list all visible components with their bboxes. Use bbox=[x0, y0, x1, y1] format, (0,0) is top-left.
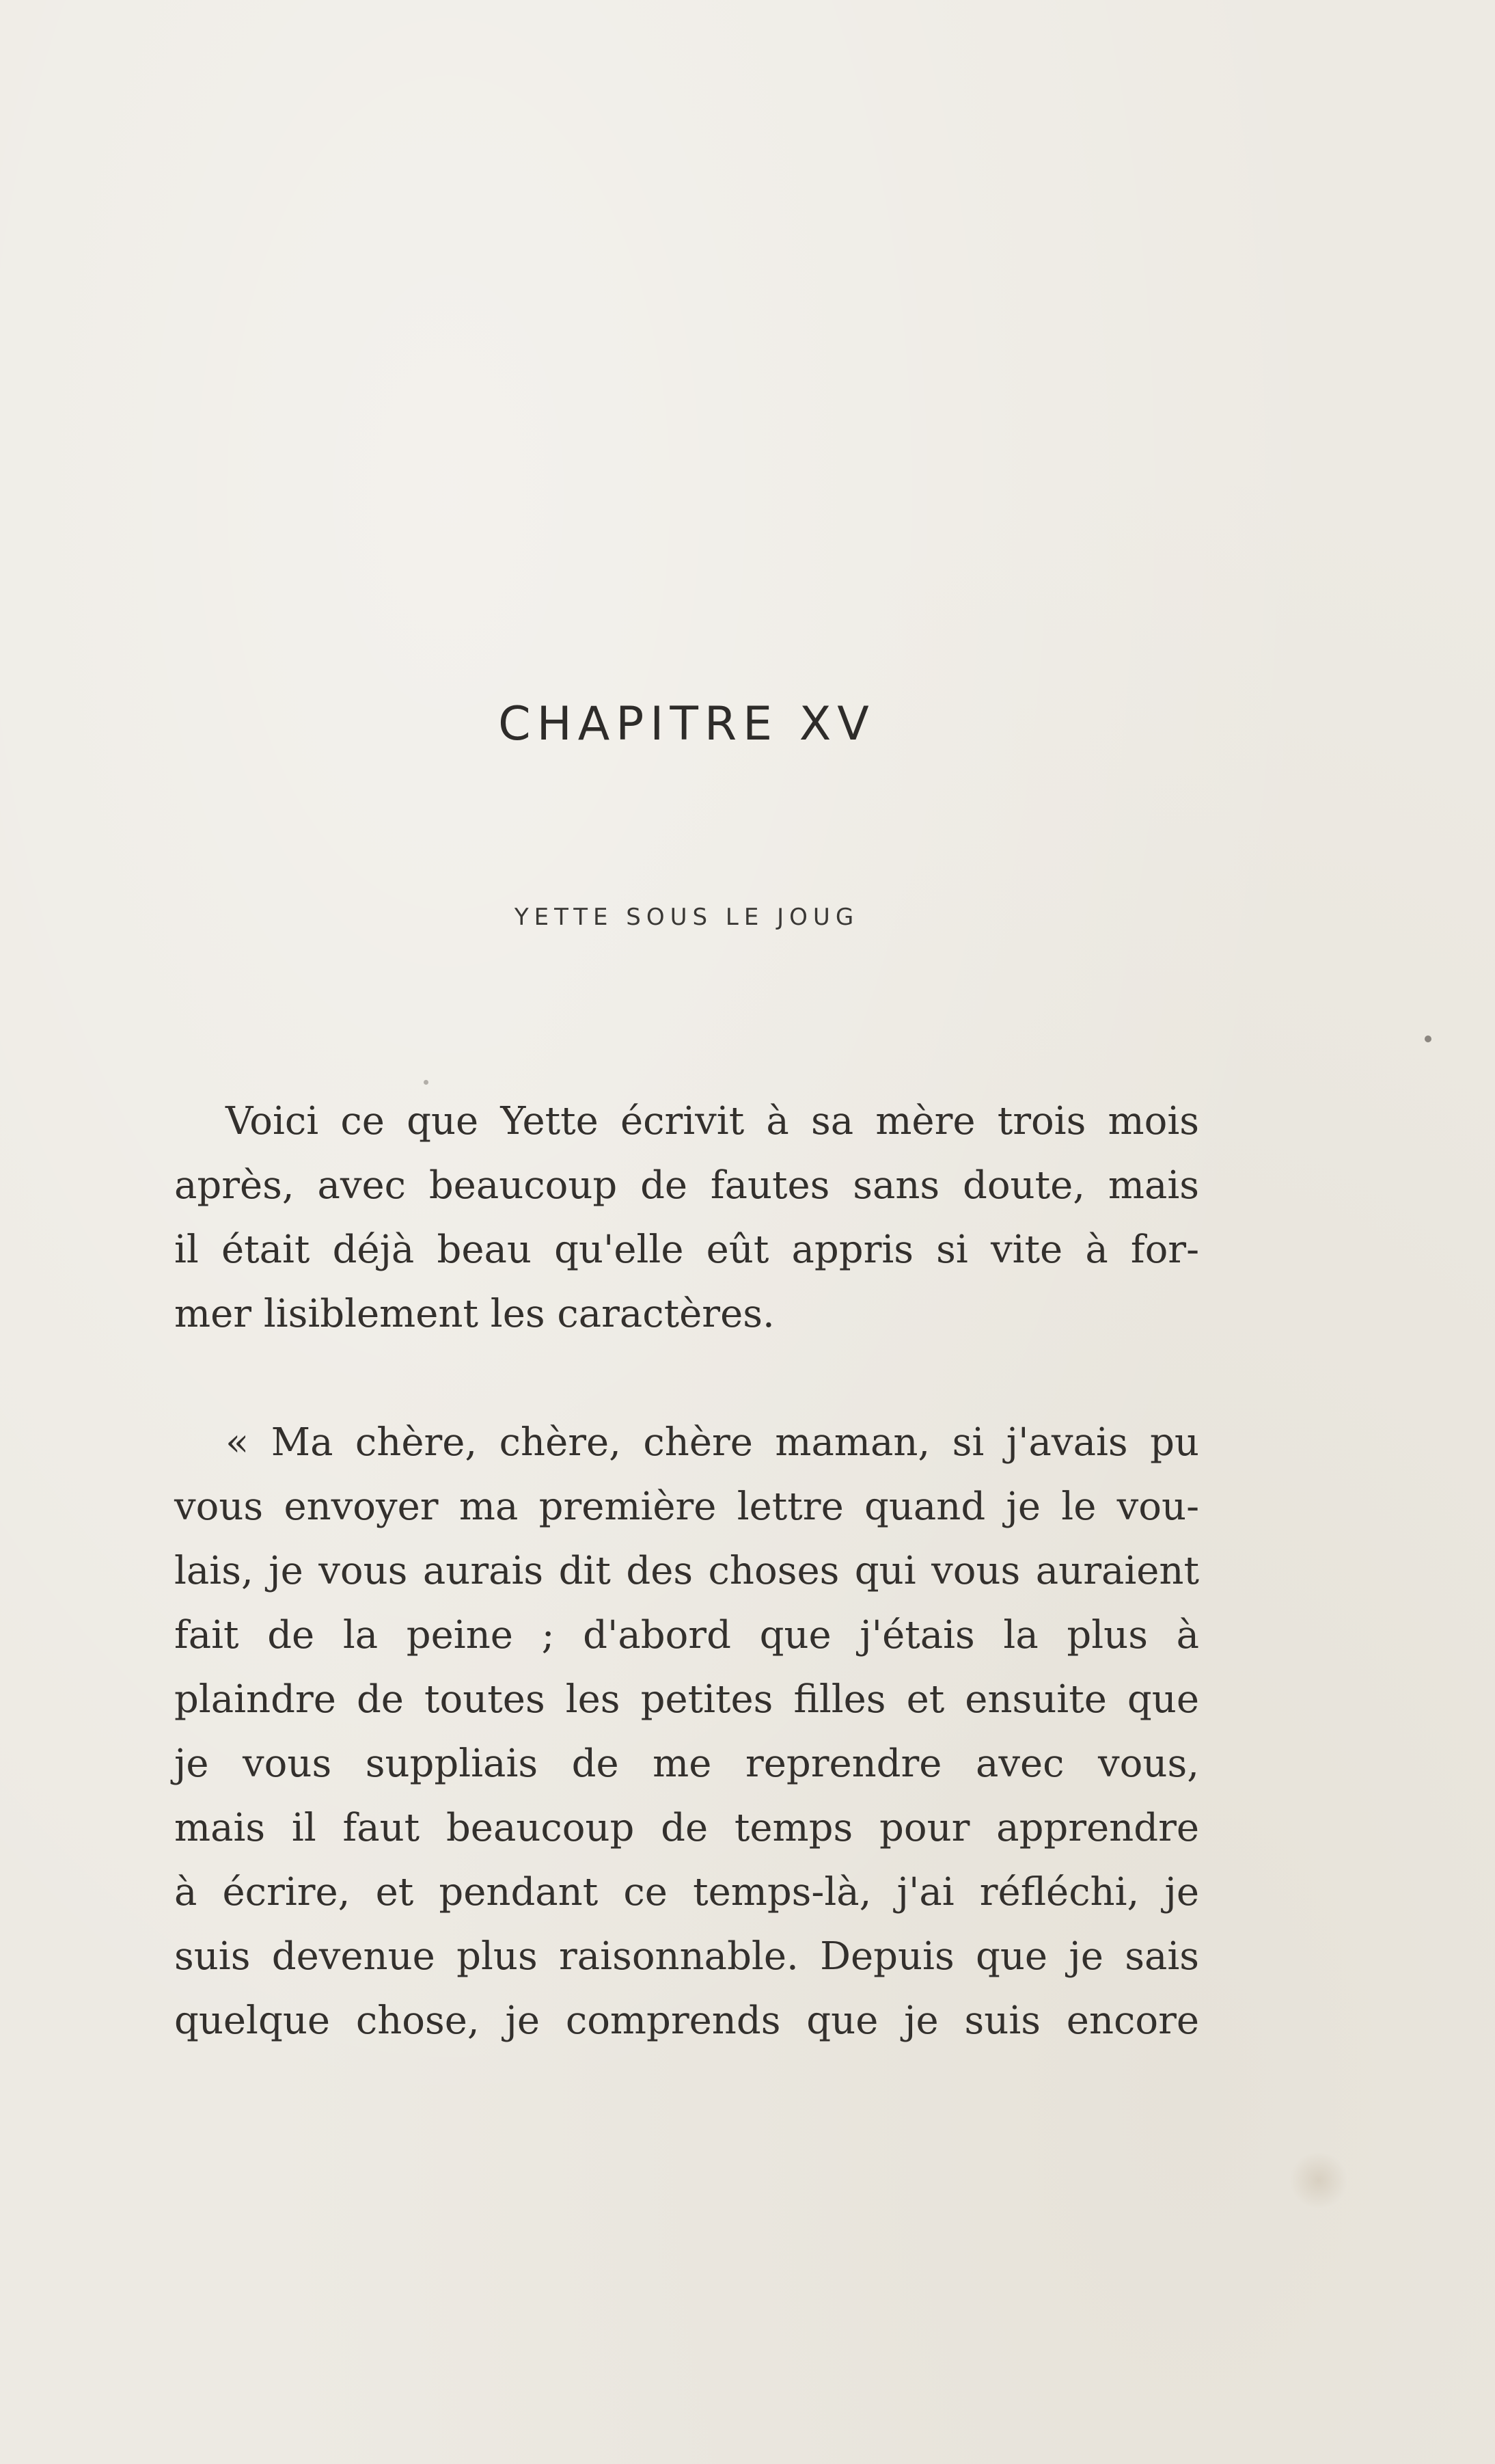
text-line: lais, je vous aurais dit des choses qui vous auraient bbox=[174, 1549, 1199, 1593]
paper-stain bbox=[1288, 2153, 1349, 2208]
text-line: mer lisiblement les caractères. bbox=[174, 1292, 775, 1336]
text-line: Voici ce que Yette écrivit à sa mère trois mois bbox=[225, 1099, 1199, 1143]
text-line: vous envoyer ma première lettre quand je le vou- bbox=[174, 1485, 1199, 1529]
text-line: mais il faut beaucoup de temps pour apprendre bbox=[174, 1806, 1199, 1850]
paper-speck bbox=[1425, 1035, 1431, 1042]
text-line: fait de la peine ; d'abord que j'étais la plus à bbox=[174, 1613, 1199, 1657]
paragraph-2 bbox=[174, 1411, 1199, 2053]
text-line: il était déjà beau qu'elle eût appris si vite à for- bbox=[174, 1228, 1199, 1272]
paper-speck bbox=[424, 1080, 428, 1085]
chapter-subtitle: YETTE SOUS LE JOUG bbox=[514, 904, 860, 931]
text-line: suis devenue plus raisonnable. Depuis que je sais bbox=[174, 1934, 1199, 1979]
text-line: plaindre de toutes les petites filles et ensuite que bbox=[174, 1677, 1199, 1722]
text-line: quelque chose, je comprends que je suis encore bbox=[174, 1999, 1199, 2043]
chapter-title: CHAPITRE XV bbox=[498, 697, 875, 751]
paragraph-1 bbox=[174, 1089, 1199, 1346]
text-line: je vous suppliais de me reprendre avec vous, bbox=[174, 1742, 1199, 1786]
text-line: après, avec beaucoup de fautes sans doute, mais bbox=[174, 1163, 1199, 1208]
text-line: à écrire, et pendant ce temps-là, j'ai réfléchi, je bbox=[174, 1870, 1199, 1914]
text-line: « Ma chère, chère, chère maman, si j'avais pu bbox=[225, 1420, 1199, 1465]
